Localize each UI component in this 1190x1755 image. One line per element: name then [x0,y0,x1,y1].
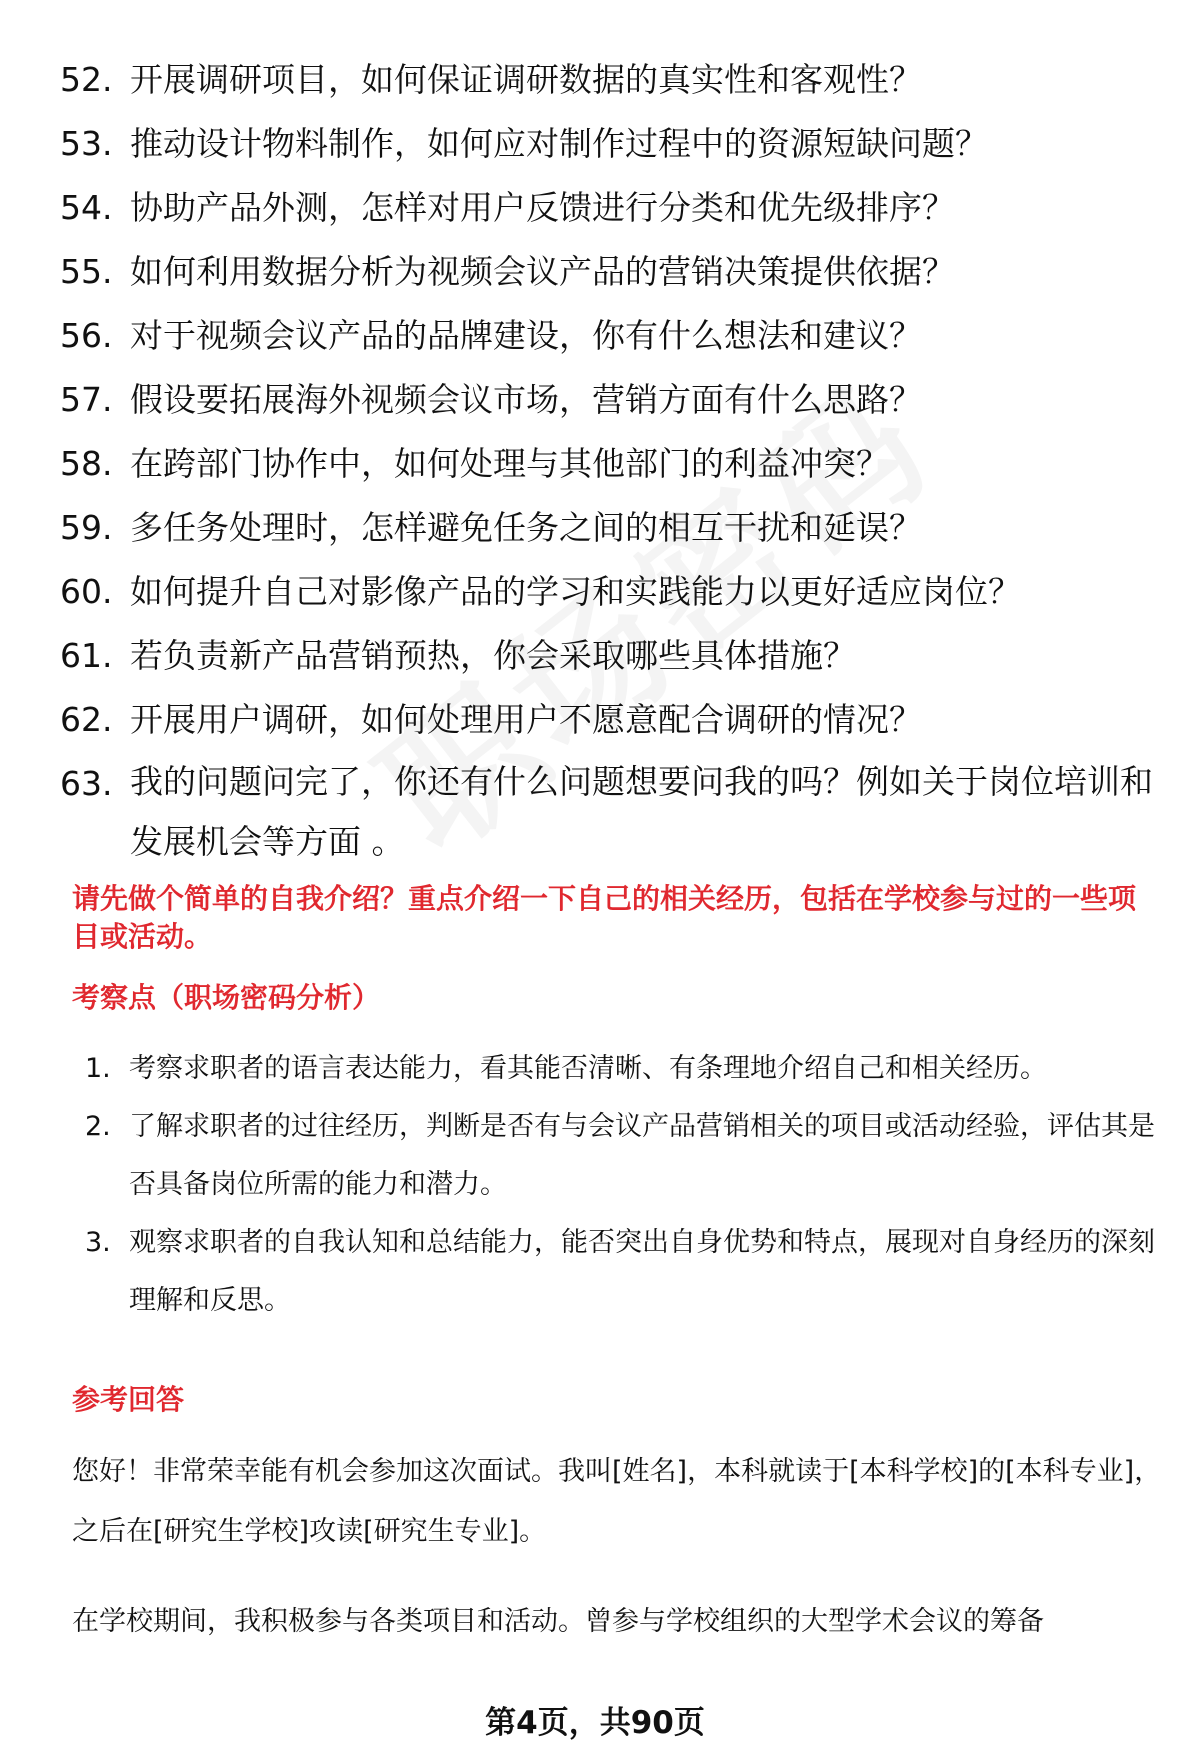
list-item [85,1098,1165,1214]
point-text: 考察求职者的语言表达能力，看其能否清晰、有条理地介绍自己和相关经历。 [129,1053,1047,1084]
point-text: 了解求职者的过往经历，判断是否有与会议产品营销相关的项目或活动经验，评估其是否具备岗位所需的能力和潜力。 [129,1111,1155,1200]
question-text: 推动设计物料制作，如何应对制作过程中的资源短缺问题？ [130,124,988,163]
question-number: 54. [60,188,113,227]
page-number: 第4页，共90页 [485,1705,705,1741]
question-number: 56. [60,316,113,355]
list-item [60,688,1160,752]
question-text: 开展调研项目，如何保证调研数据的真实性和客观性？ [130,60,922,99]
question-number: 53. [60,124,113,163]
question-text: 多任务处理时，怎样避免任务之间的相互干扰和延误？ [130,508,922,547]
answer-title: 参考回答 [72,1383,185,1416]
answer-paragraph: 您好！非常荣幸能有机会参加这次面试。我叫[姓名]，本科就读于[本科学校]的[本科专业]，之后在[研究生学校]攻读[研究生专业]。 [72,1456,1162,1547]
question-text: 若负责新产品营销预热，你会采取哪些具体措施？ [130,636,856,675]
analysis-title: 考察点（职场密码分析） [72,981,381,1014]
question-text: 在跨部门协作中，如何处理与其他部门的利益冲突？ [130,444,889,483]
question-number: 58. [60,444,113,483]
point-number: 1. [85,1053,111,1084]
list-item [60,368,1160,432]
question-list [60,48,1160,872]
list-item [60,48,1160,112]
question-number: 59. [60,508,113,547]
question-text: 协助产品外测，怎样对用户反馈进行分类和优先级排序？ [130,188,955,227]
analysis-points [85,1040,1165,1330]
question-number: 57. [60,380,113,419]
main-question: 请先做个简单的自我介绍？重点介绍一下自己的相关经历，包括在学校参与过的一些项目或活动。 [72,882,1137,953]
question-text: 对于视频会议产品的品牌建设，你有什么想法和建议？ [130,316,922,355]
question-number: 55. [60,252,113,291]
question-number: 60. [60,572,113,611]
point-text: 观察求职者的自我认知和总结能力，能否突出自身优势和特点，展现对自身经历的深刻理解和反思。 [129,1227,1155,1316]
list-item [85,1040,1165,1098]
question-number: 61. [60,636,113,675]
question-number: 62. [60,700,113,739]
list-item [60,624,1160,688]
question-text: 开展用户调研，如何处理用户不愿意配合调研的情况？ [130,700,922,739]
question-number: 63. [60,764,113,803]
list-item [60,752,1160,872]
question-text: 如何利用数据分析为视频会议产品的营销决策提供依据？ [130,252,955,291]
question-text: 我的问题问完了，你还有什么问题想要问我的吗？例如关于岗位培训和发展机会等方面 。 [130,762,1153,861]
list-item [60,176,1160,240]
list-item [60,112,1160,176]
list-item [60,560,1160,624]
point-number: 3. [85,1227,111,1258]
list-item [60,304,1160,368]
list-item [60,432,1160,496]
point-number: 2. [85,1111,111,1142]
list-item [85,1214,1165,1330]
question-number: 52. [60,60,113,99]
answer-paragraph: 在学校期间，我积极参与各类项目和活动。曾参与学校组织的大型学术会议的筹备 [72,1606,1044,1637]
question-text: 如何提升自己对影像产品的学习和实践能力以更好适应岗位？ [130,572,1021,611]
list-item [60,496,1160,560]
list-item [60,240,1160,304]
question-text: 假设要拓展海外视频会议市场，营销方面有什么思路？ [130,380,922,419]
